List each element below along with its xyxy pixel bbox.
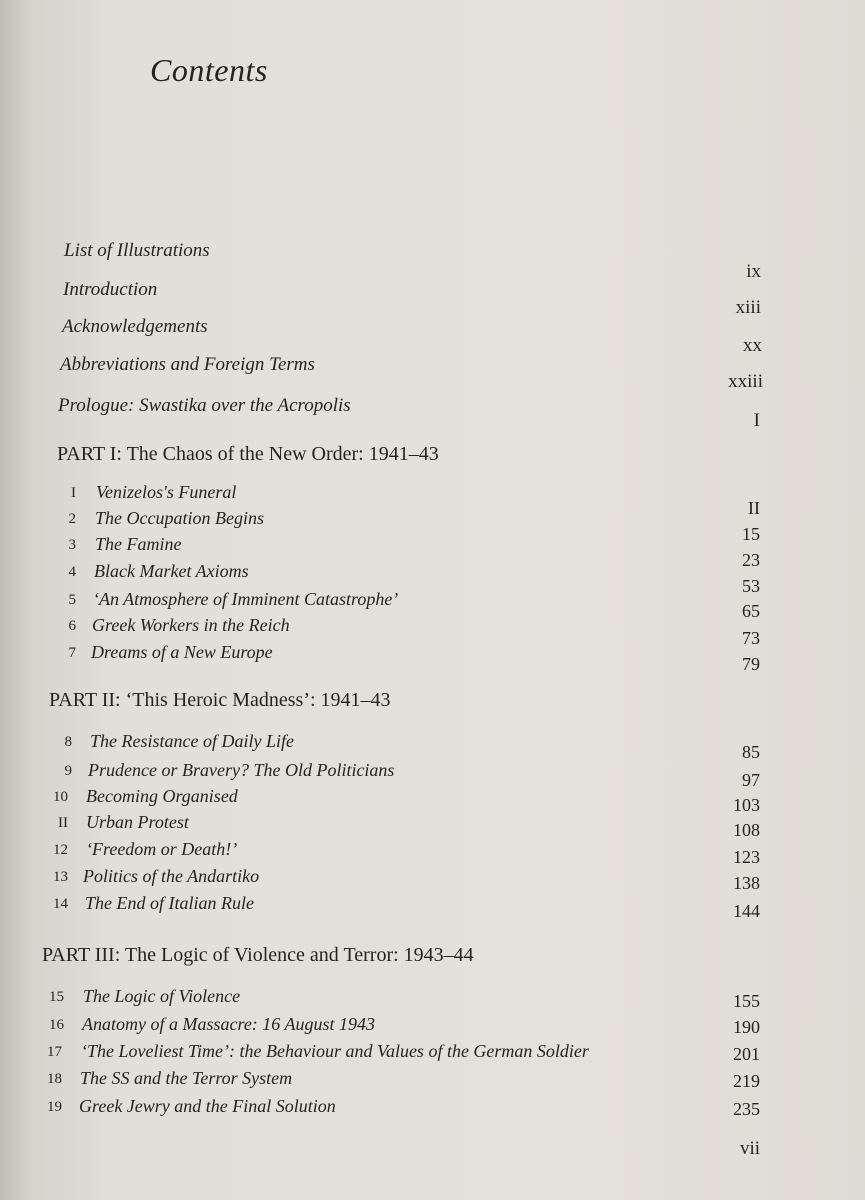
chapter-number: 13 [53, 869, 68, 885]
chapter-number: 6 [68, 618, 76, 634]
chapter-page: 190 [733, 1017, 760, 1037]
chapter-number: 2 [68, 511, 76, 527]
chapter-page: 103 [733, 795, 760, 815]
front-matter-label: Prologue: Swastika over the Acropolis [58, 395, 351, 416]
chapter-page: 53 [742, 576, 760, 596]
chapter-page: 23 [742, 550, 760, 570]
chapter-entry [46, 760, 760, 790]
part-heading: PART III: The Logic of Violence and Terror: 1943–44 [42, 944, 474, 966]
chapter-number: 12 [53, 842, 68, 858]
chapter-entry [42, 812, 760, 840]
chapter-title: The Famine [95, 534, 182, 554]
chapter-title: Black Market Axioms [94, 561, 249, 581]
chapter-page: 138 [733, 873, 760, 893]
chapter-page: 97 [742, 770, 760, 790]
chapter-entry [50, 589, 760, 621]
chapter-page: 73 [742, 628, 760, 648]
chapter-number: 10 [53, 789, 68, 805]
chapter-title: Anatomy of a Massacre: 16 August 1943 [82, 1014, 375, 1034]
chapter-page: II [748, 498, 760, 518]
part-heading: PART I: The Chaos of the New Order: 1941–43 [57, 443, 439, 465]
chapter-number: II [58, 815, 68, 831]
chapter-number: 5 [68, 592, 76, 608]
chapter-entry [36, 1096, 760, 1118]
chapter-number: I [71, 485, 76, 501]
chapter-title: The End of Italian Rule [85, 893, 254, 913]
front-matter-page: xx [743, 335, 762, 356]
chapter-number: 3 [68, 537, 76, 553]
chapter-number: 19 [47, 1099, 62, 1115]
chapter-title: The Resistance of Daily Life [90, 731, 294, 751]
chapter-title: Greek Workers in the Reich [92, 615, 290, 635]
chapter-entry [36, 1041, 760, 1063]
chapter-entry [38, 986, 760, 1011]
front-matter-label: Introduction [63, 279, 158, 300]
chapter-page: 219 [733, 1071, 760, 1091]
chapter-page: 85 [742, 742, 760, 762]
front-matter-item [64, 240, 761, 282]
chapter-page: 201 [733, 1044, 760, 1064]
chapter-title: The SS and the Terror System [80, 1068, 293, 1088]
chapter-entry [50, 534, 760, 570]
chapter-page: 79 [742, 654, 760, 674]
chapter-page: 123 [733, 847, 760, 867]
chapter-entry [38, 1014, 760, 1036]
front-matter-page: xxiii [728, 371, 763, 392]
chapter-entry [50, 642, 760, 674]
chapter-title: ‘Freedom or Death!’ [86, 839, 238, 859]
chapter-number: 8 [64, 734, 72, 750]
page-title: Contents [150, 52, 268, 88]
chapter-title: Dreams of a New Europe [91, 642, 273, 662]
chapter-entry [36, 1068, 760, 1090]
chapter-entry [42, 866, 760, 893]
front-matter-item [60, 354, 763, 392]
page-number: vii [739, 1138, 760, 1159]
front-matter-item [62, 316, 762, 356]
chapter-page: 155 [733, 991, 760, 1011]
chapter-entry [50, 615, 760, 648]
chapter-number: 15 [49, 989, 64, 1005]
front-matter-item [63, 279, 761, 318]
chapter-entry [42, 893, 760, 921]
chapter-title: The Logic of Violence [83, 986, 241, 1006]
chapter-number: 9 [64, 763, 72, 779]
chapter-page: 235 [733, 1099, 760, 1119]
chapter-title: Venizelos's Funeral [96, 482, 237, 502]
chapter-number: 14 [53, 896, 68, 912]
front-matter-item [58, 395, 760, 431]
chapter-title: Prudence or Bravery? The Old Politicians [88, 760, 395, 780]
chapter-entry [42, 839, 760, 867]
chapter-page: 15 [742, 524, 760, 544]
chapter-title: Politics of the Andartiko [83, 866, 260, 886]
chapter-number: 4 [68, 564, 76, 580]
chapter-page: 108 [733, 820, 760, 840]
chapter-entry [50, 561, 760, 596]
front-matter-label: Abbreviations and Foreign Terms [60, 354, 315, 375]
chapter-entry [46, 731, 760, 762]
chapter-title: ‘An Atmosphere of Imminent Catastrophe’ [93, 589, 399, 609]
chapter-number: 16 [49, 1017, 64, 1033]
part-heading: PART II: ‘This Heroic Madness’: 1941–43 [49, 689, 391, 711]
front-matter-page: I [753, 410, 760, 431]
chapter-title: ‘The Loveliest Time’: the Behaviour and Values of the German Soldier [81, 1041, 589, 1061]
front-matter-label: List of Illustrations [64, 240, 210, 261]
chapter-number: 18 [47, 1071, 62, 1087]
chapter-number: 17 [47, 1044, 62, 1060]
chapter-title: The Occupation Begins [95, 508, 264, 528]
chapter-title: Becoming Organised [86, 786, 238, 806]
chapter-page: 144 [733, 901, 760, 921]
chapter-title: Urban Protest [86, 812, 189, 832]
front-matter-page: ix [746, 261, 761, 282]
chapter-entry [42, 786, 760, 815]
front-matter-page: xiii [735, 297, 761, 318]
chapter-number: 7 [68, 645, 76, 661]
chapter-title: Greek Jewry and the Final Solution [79, 1096, 336, 1116]
front-matter-label: Acknowledgements [62, 316, 208, 337]
chapter-page: 65 [742, 601, 760, 621]
